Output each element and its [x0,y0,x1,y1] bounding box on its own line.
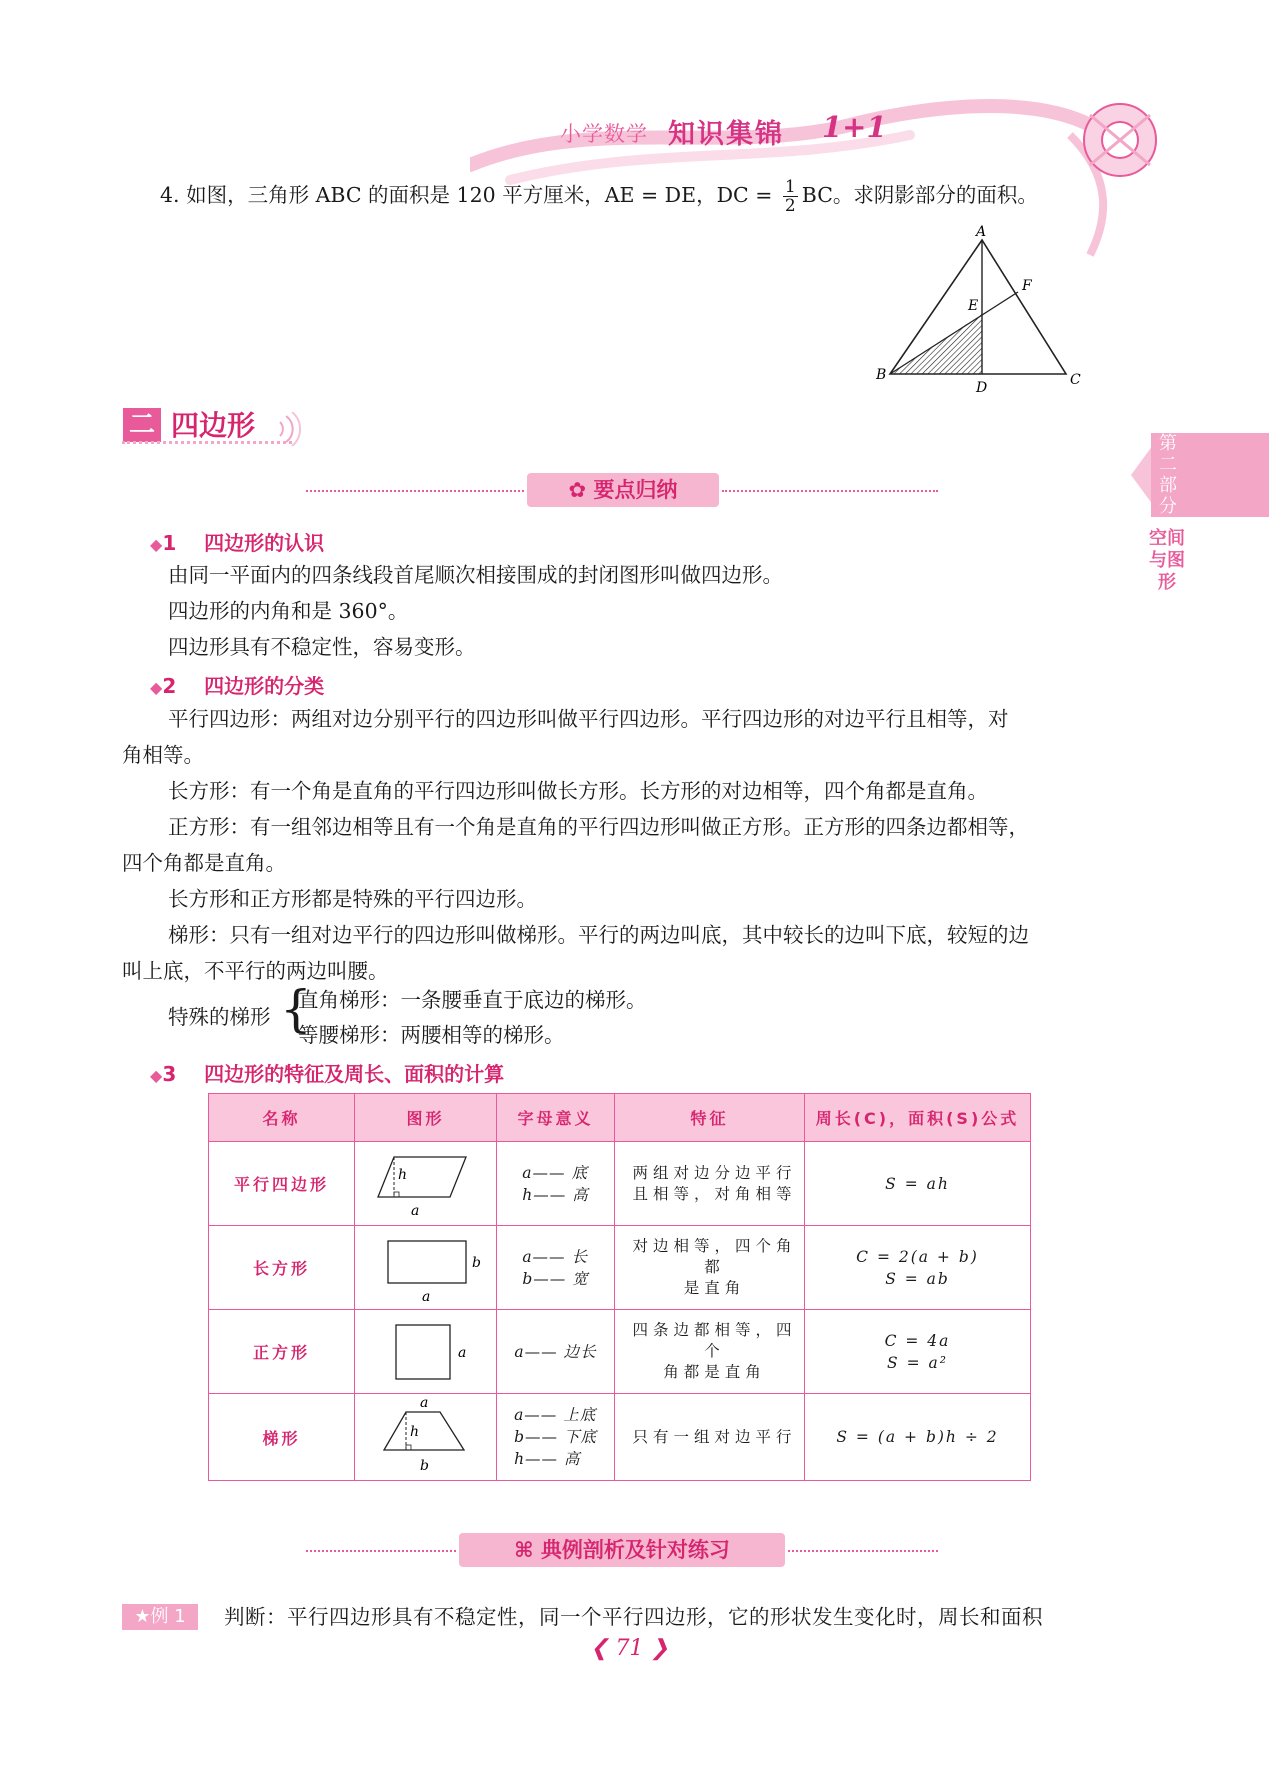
banner2-dotline-right [788,1550,938,1552]
item-2-line-4: 正方形：有一组邻边相等且有一个角是直角的平行四边形叫做正方形。正方形的四条边都相等， [168,815,1029,839]
item-2-line-5: 四个角都是直角。 [122,851,286,875]
flower-icon: ✿ [568,478,594,502]
svg-text:b: b [419,1458,429,1474]
row-vars: a—— 底 h—— 高 [497,1142,615,1226]
section-title: 四边形 [171,409,256,442]
header-subject: 小学数学 [560,122,648,146]
svg-text:C: C [1070,372,1081,388]
sidebar-block [1185,433,1269,517]
svg-text:a: a [419,1395,428,1411]
item-3-heading: ◆3 四边形的特征及周长、面积的计算 [150,1062,505,1086]
svg-text:E: E [968,298,979,314]
svg-text:A: A [976,224,987,240]
item-1-line-3: 四边形具有不稳定性，容易变形。 [168,635,476,659]
row-formula: S = ah [805,1142,1031,1226]
diamond-icon: ◆ [150,678,163,697]
svg-text:b: b [471,1254,481,1271]
sidebar-topic-label: 空间与图形 [1149,528,1185,593]
item-2-line-7: 梯形：只有一组对边平行的四边形叫做梯形。平行的两边叫底，其中较长的边叫下底，较短的边 [168,923,1029,947]
special-trapezoid-line-1: 直角梯形：一条腰垂直于底边的梯形。 [298,988,647,1012]
item-1-line-2: 四边形的内角和是 360°。 [168,599,409,623]
header-name: 名称 [209,1094,355,1142]
triangle-figure [870,222,1100,392]
row-name: 长方形 [209,1226,355,1310]
special-trapezoid-line-2: 等腰梯形：两腰相等的梯形。 [298,1023,565,1047]
svg-text:a: a [410,1202,419,1219]
sidebar-part-label: 第二部分 [1151,433,1185,517]
table-row [209,1394,1031,1481]
item-2-heading: ◆2 四边形的分类 [150,674,325,698]
svg-text:D: D [976,380,988,392]
row-vars: a—— 上底 b—— 下底 h—— 高 [497,1394,615,1481]
item-2-line-1: 平行四边形：两组对边分别平行的四边形叫做平行四边形。平行四边形的对边平行且相等，对 [168,707,1009,731]
svg-text:h: h [397,1166,407,1183]
row-name: 平行四边形 [209,1142,355,1226]
row-feature: 对边相等，四个角都 是直角 [615,1226,805,1310]
parallelogram-figure [355,1142,497,1226]
banner-examples: ⌘ 典例剖析及针对练习 [459,1533,785,1567]
command-icon: ⌘ [514,1538,541,1562]
rectangle-figure [355,1226,497,1310]
header-letter-meaning: 字母意义 [497,1094,615,1142]
special-trapezoid-label: 特殊的梯形 [168,1005,271,1029]
item-2-line-2: 角相等。 [122,743,204,767]
header-formula: 周长(C)，面积(S)公式 [805,1094,1031,1142]
fraction-half: $\frac{1}{2}$ [784,177,796,216]
banner1-dotline-left [306,490,524,492]
diamond-icon: ◆ [150,535,163,554]
row-vars: a—— 边长 [497,1310,615,1394]
page-number: ❮ 71 ❯ [590,1636,669,1661]
quadrilateral-table [208,1093,1031,1481]
item-1-line-1: 由同一平面内的四条线段首尾顺次相接围成的封闭图形叫做四边形。 [168,563,783,587]
row-feature: 四条边都相等，四个 角都是直角 [615,1310,805,1394]
row-formula: C = 4a S = a² [805,1310,1031,1394]
row-name: 梯形 [209,1394,355,1481]
header-brand: 知识集锦 [668,119,784,150]
item-2-line-8: 叫上底，不平行的两边叫腰。 [122,959,389,983]
svg-text:F: F [1022,278,1032,294]
row-formula: S = (a + b)h ÷ 2 [805,1394,1031,1481]
example-text: 判断：平行四边形具有不稳定性，同一个平行四边形，它的形状发生变化时，周长和面积 [224,1605,1043,1629]
brace: { [280,980,312,1038]
question-4-tail: BC。求阴影部分的面积。 [801,183,1038,207]
row-formula: C = 2(a + b) S = ab [805,1226,1031,1310]
section-underline [122,441,292,450]
row-name: 正方形 [209,1310,355,1394]
item-1-heading: ◆1 四边形的认识 [150,531,325,555]
header-feature: 特征 [615,1094,805,1142]
square-figure [355,1310,497,1394]
item-2-line-6: 长方形和正方形都是特殊的平行四边形。 [168,887,537,911]
trapezoid-figure [355,1394,497,1481]
row-feature: 只有一组对边平行 [615,1394,805,1481]
header-figure: 图形 [355,1094,497,1142]
example-badge: ★例 1 [122,1604,198,1630]
svg-text:a: a [457,1344,466,1361]
svg-text:a: a [421,1288,430,1303]
table-row [209,1310,1031,1394]
item-2-line-3: 长方形：有一个角是直角的平行四边形叫做长方形。长方形的对边相等，四个角都是直角。 [168,779,988,803]
table-row [209,1142,1031,1226]
row-vars: a—— 长 b—— 宽 [497,1226,615,1310]
section-number: 二 [123,408,161,442]
svg-text:B: B [876,367,887,383]
banner2-dotline-left [306,1550,456,1552]
banner1-dotline-right [722,490,938,492]
question-4 [160,178,1038,215]
svg-text:h: h [409,1424,419,1440]
diamond-icon: ◆ [150,1066,163,1085]
header-brand-number: 1+1 [822,110,887,144]
question-4-lead: 4. 如图，三角形 ABC 的面积是 120 平方厘米，AE = DE，DC = [160,183,779,207]
table-row [209,1226,1031,1310]
row-feature: 两组对边分边平行 且相等，对角相等 [615,1142,805,1226]
banner-key-points: ✿ 要点归纳 [527,473,719,507]
sidebar-tab-arrow [1131,445,1153,505]
